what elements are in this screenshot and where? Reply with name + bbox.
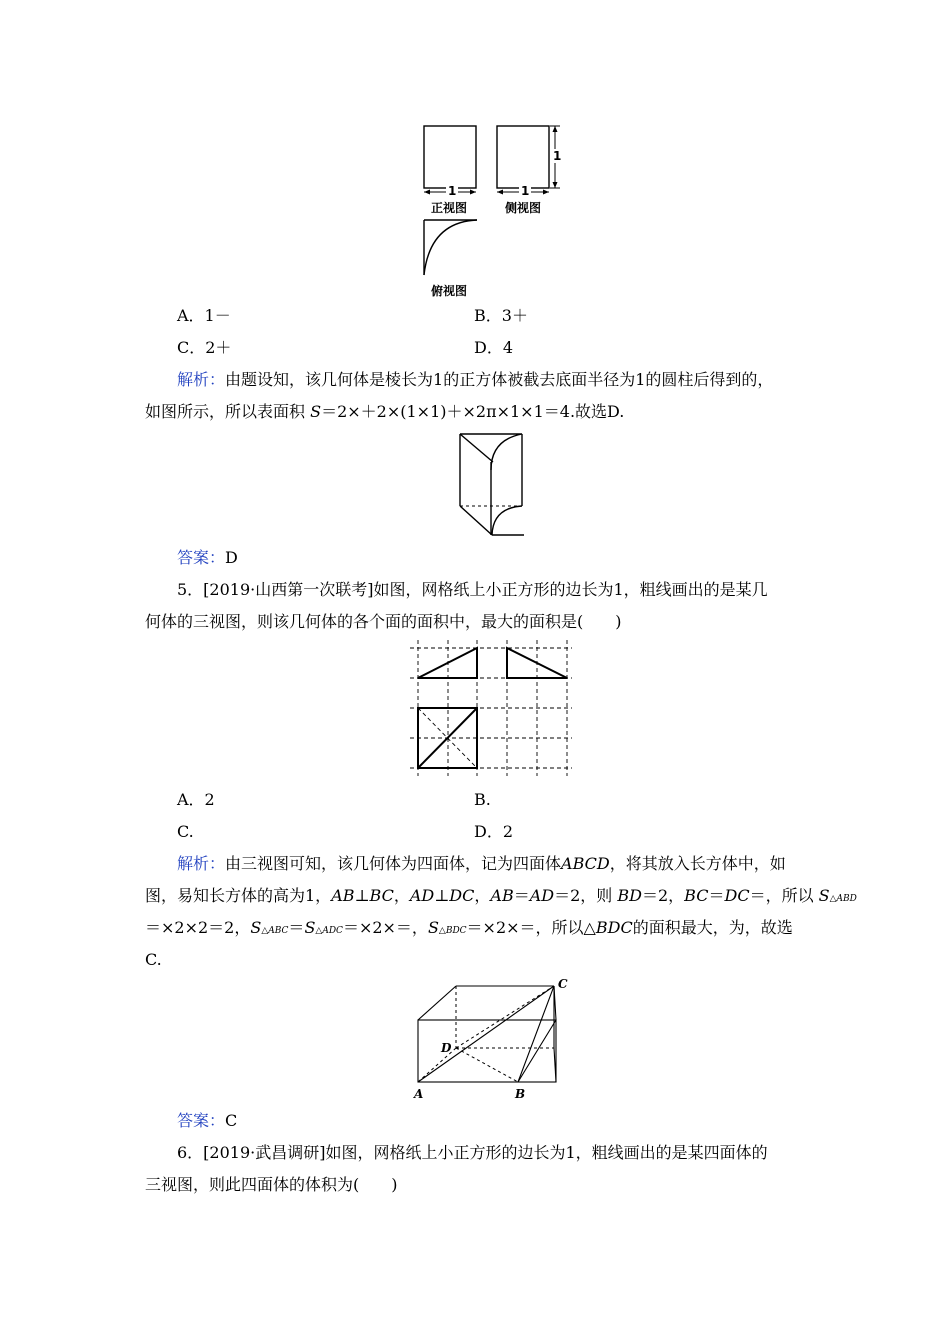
vertex-label-c: C	[558, 977, 568, 991]
answer-label: 答案：	[177, 548, 226, 567]
analysis-line-2: 如图所示，所以表面积 S＝2×＋2×(1×1)＋×2π×1×1＝4.故选D.	[145, 402, 625, 421]
dim-label-side: 1	[521, 184, 530, 198]
q5-analysis-line-2: 图，易知长方体的高为1，AB⊥BC，AD⊥DC，AB＝AD＝2，则 BD＝2，BC＝DC＝，所以 S△ABD	[145, 886, 857, 905]
option-a-q5: A．2	[177, 790, 215, 809]
dim-label-height: 1	[553, 149, 562, 163]
question-5-line-2: 何体的三视图，则该几何体的各个面的面积中，最大的面积是( )	[145, 612, 622, 631]
vertex-label-d: D	[441, 1041, 452, 1055]
q5-analysis-line-3: ＝×2×2＝2，S△ABC＝S△ADC＝×2×＝，S△BDC＝×2×＝，所以△BDC的面积最大，为，故选	[145, 918, 793, 937]
analysis-label: 解析：	[177, 370, 226, 389]
question-6-line-1: 6．[2019·武昌调研]如图，网格纸上小正方形的边长为1，粗线画出的是某四面体的	[177, 1143, 768, 1162]
front-view-caption: 正视图	[431, 201, 468, 215]
question-5-line-1: 5．[2019·山西第一次联考]如图，网格纸上小正方形的边长为1，粗线画出的是某几	[177, 580, 768, 599]
option-a: A．1－	[177, 306, 231, 325]
analysis-line-1: 解析：由题设知，该几何体是棱长为1的正方体被截去底面半径为1的圆柱后得到的，	[177, 370, 774, 389]
answer-line-q5: 答案：C	[177, 1111, 238, 1130]
q5-analysis-line-4: C.	[145, 950, 162, 969]
vertex-label-b: B	[515, 1087, 526, 1101]
dim-label-front: 1	[448, 184, 457, 198]
option-d-q5: D．2	[474, 822, 514, 841]
option-b: B．3＋	[474, 306, 528, 325]
question-6-line-2: 三视图，则此四面体的体积为( )	[145, 1175, 398, 1194]
analysis-label-q5: 解析：	[177, 854, 226, 873]
option-c: C．2＋	[177, 338, 232, 357]
q5-analysis-line-1: 解析：由三视图可知，该几何体为四面体，记为四面体ABCD，将其放入长方体中，如	[177, 854, 786, 873]
answer-label-q5: 答案：	[177, 1111, 226, 1130]
answer-line-q4: 答案：D	[177, 548, 238, 567]
top-view-caption: 俯视图	[431, 284, 468, 298]
side-view-caption: 侧视图	[505, 201, 542, 215]
option-d: D．4	[474, 338, 514, 357]
vertex-label-a: A	[414, 1087, 424, 1101]
option-b-q5: B.	[474, 790, 491, 809]
option-c-q5: C.	[177, 822, 194, 841]
